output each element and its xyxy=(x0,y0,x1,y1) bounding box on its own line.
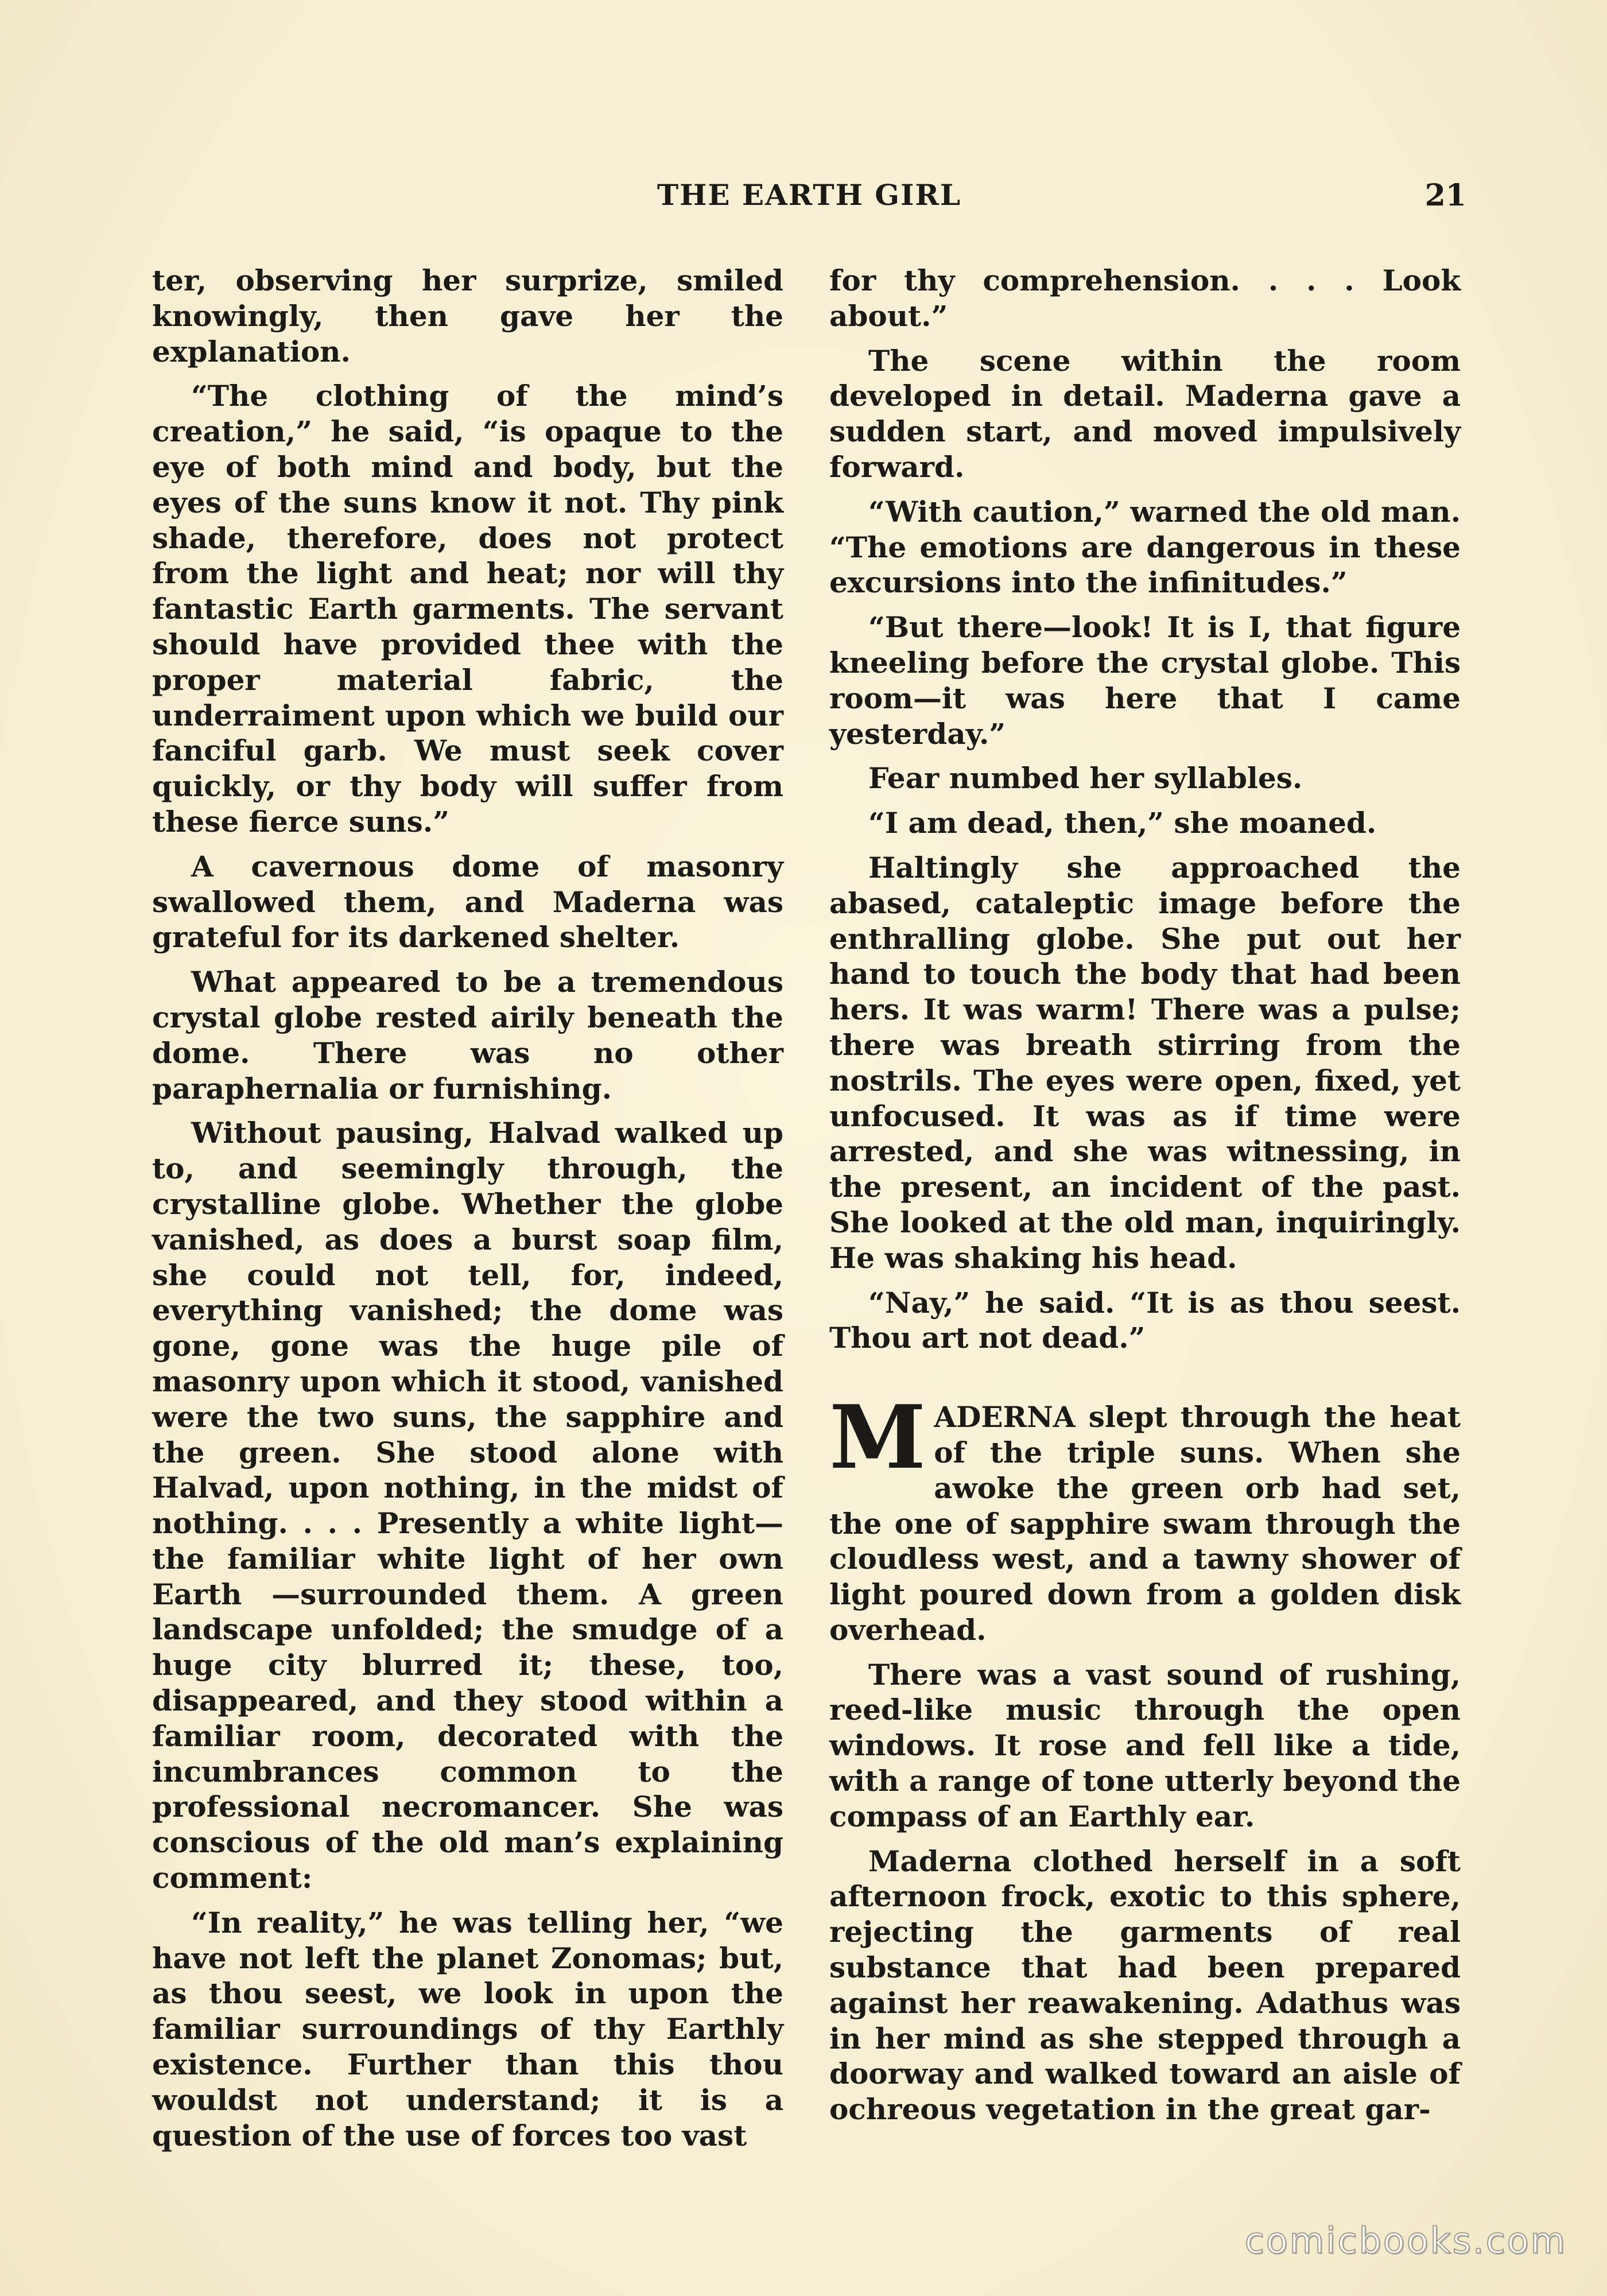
drop-cap: M xyxy=(829,1386,926,1489)
paragraph: “Nay,” he said. “It is as thou seest. Thou art not dead.” xyxy=(829,1285,1461,1355)
paragraph: “In reality,” he was telling her, “we have not left the planet Zonomas; but, as thou seest, we look in upon the familiar surroundings of thy Earthly existence. Further than this thou wouldst not understand; it is a question of the use of forces too vast xyxy=(152,1905,783,2152)
paragraph: “But there—look! It is I, that figure kneeling before the crystal globe. This room—it was here that I came yesterday.” xyxy=(829,610,1461,751)
paragraph: “I am dead, then,” she moaned. xyxy=(868,806,1377,840)
paragraph: What appeared to be a tremendous crystal globe rested airily beneath the dome. There was no other paraphernalia or furnishing. xyxy=(152,965,783,1106)
paragraph: “With caution,” warned the old man. “The emotions are dangerous in these excursions into the infinitudes.” xyxy=(829,494,1461,600)
running-head xyxy=(152,178,1466,218)
page-number: 21 xyxy=(1424,178,1466,213)
paragraph: ter, observing her surprize, smiled knowingly, then gave her the explanation. xyxy=(152,263,783,369)
left-column xyxy=(152,263,783,2152)
paragraph: There was a vast sound of rushing, reed-like music through the open windows. It rose and fell like a tide, with a range of tone utterly beyond the compass of an Earthly ear. xyxy=(829,1657,1461,1833)
section-opening-paragraph xyxy=(829,1386,1461,1648)
paragraph: Without pausing, Halvad walked up to, and seemingly through, the crystalline globe. Whether the globe vanished, as does a burst soap film, she could not tell, for, indeed, everything vanished; the dome was gone, gone was the huge pile of masonry upon which it stood, vanished were the two suns, the sapphire and the green. She stood alone with Halvad, upon nothing, in the midst of nothing. . . . Presently a white light—the familiar white light of her own Earth —surrounded them. A green landscape unfolded; the smudge of a huge city blurred it; these, too, disappeared, and they stood within a familiar room, decorated with the incumbrances common to the professional necromancer. She was conscious of the old man’s explaining comment: xyxy=(152,1116,783,1895)
paragraph: Maderna clothed herself in a soft afternoon frock, exotic to this sphere, rejecting the garments of real substance that had been prepared against her reawakening. Adathus was in her mind as she stepped through a doorway and walked toward an aisle of ochreous vegetation in the great gar- xyxy=(829,1844,1461,2127)
running-title: THE EARTH GIRL xyxy=(657,178,962,212)
right-column xyxy=(829,263,1461,2127)
paragraph: “The clothing of the mind’s creation,” he said, “is opaque to the eye of both mind and body, but the eyes of the suns know it not. Thy pink shade, therefore, does not protect from the light and heat; nor will thy fantastic Earth garments. The servant should have provided thee with the proper material fabric, the underraiment upon which we build our fanciful garb. We must seek cover quickly, or thy body will suffer from these fierce suns.” xyxy=(152,379,783,839)
paragraph: Haltingly she approached the abased, cataleptic image before the enthralling globe. She put out her hand to touch the body that had been hers. It was warm! There was a pulse; there was breath stirring from the nostrils. The eyes were open, fixed, yet unfocused. It was as if time were arrested, and she was witnessing, in the present, an incident of the past. She looked at the old man, inquiringly. He was shaking his head. xyxy=(829,850,1461,1275)
watermark-logo: comicbooks.com xyxy=(1244,2220,1567,2262)
paragraph: Fear numbed her syllables. xyxy=(868,761,1303,796)
section-opening-text: ADERNA slept through the heat of the triple suns. When she awoke the green orb had set, the one of sapphire swam through the cloudless west, and a tawny shower of light poured down from a golden disk overhead. xyxy=(829,1400,1461,1647)
paragraph: The scene within the room developed in detail. Maderna gave a sudden start, and moved impulsively forward. xyxy=(829,343,1461,484)
paragraph: A cavernous dome of masonry swallowed them, and Maderna was grateful for its darkened shelter. xyxy=(152,849,783,955)
paragraph: for thy comprehension. . . . Look about.” xyxy=(829,263,1461,333)
